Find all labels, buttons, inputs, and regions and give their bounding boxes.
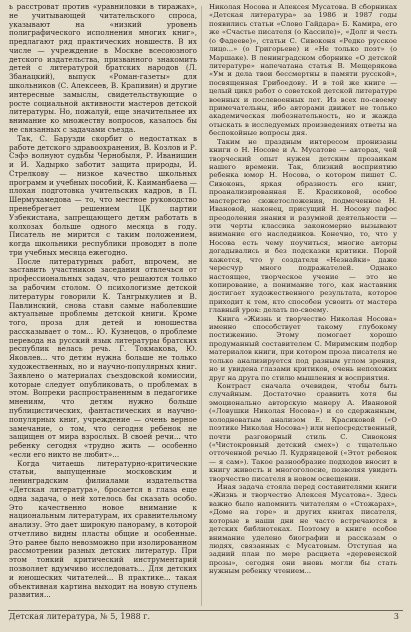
right-text-column — [209, 3, 397, 576]
paragraph: Книга «Жизнь и творчество Николая Носова» именно способствует такому глубокому постижению. Этому помогает хорошо продуманный составителем С. Миримским подбор материалов книги, при котором проза писателя не только анализируется под разным углом зрения, но и увидена глазами критиков, очень непохожих друг на друга по стилю мышления и восприятия. — [209, 314, 397, 382]
column-divider — [201, 6, 202, 606]
paragraph: Когда читаешь литературно-критические статьи, выпущенные московским и ленинградским филиалами издательства «Детская литература», бросается в глаза еще одна задача, о ней хотелось бы сказать особо. Это качественно новое внимание к национальным литературам, их сравнительному анализу. Это дает широкую панораму, в которой отчетливо видны пласты общие и особенные. Это ранее было невозможно при изолированном рассмотрении разных детских литератур. При этом тонкий критический инструментарий позволяет вдумчиво исследовать... Для детских и юношеских читателей... В практике... такая объективная картина выходит на новую ступень развития... — [9, 458, 197, 600]
paragraph: Иная задача стояла перед составителями книги «Жизнь и творчество Алексея Мусатова». Здесь важно было напомнить читателям о «Стожарах», «Доме на горе» и других книгах писателя, которые в наши дни не часто встречаются в детских библиотеках. Поэтому в книге особое внимание уделено биографии и рассказам о людях, связанных с Мусатовым. Отступая на задний план по мере расцвета «деревенской прозы», сегодня они вновь могли бы стать нужным ребенку чтением... — [209, 483, 397, 576]
paragraph: ь расстроват против «уравниловки в тиражах», не учитывающей читательского спроса, указывают на «низкий уровень полиграфического исполнения многих книг», предлагают ряд практических новшеств. В их числе — учреждение в Москве всесоюзного детского издательства, призванного знакомить детей с литературой братских народов (Л. Збанацкий), выпуск «Роман-газеты» для школьников (С. Алексеев, В. Крапивин) и другие интересные замыслы, свидетельствующие о росте социальной активности мастеров детской литературы. Но, пожалуй, еще значительнее их внимание ко множеству вопросов, казалось бы не связанных с задачами съезда. — [9, 3, 197, 134]
paragraph: Так, С. Барузди скорбит о недостатках в работе детского здравоохранения, В. Козлов и Р. Сэфэ волнуют судьбы Чернобыля, Р. Иванишин и И. Хадырко заботит защита природы, И. Стрелкову — низкое качество школьных программ и учебных пособий, К. Каиманбаева — плохая подготовка учительских кадров, в П. Шермухамедова — то, что местное руководство пренебрегает решением ЦК партии Узбекистана, запрещающего детям работать в колхозах больше одного месяца в году. Писатель не мирится с таким положением, когда школьники республики проводят в поле три учебных месяца ежегодно. — [9, 133, 197, 257]
left-text-column — [9, 3, 197, 600]
paragraph: Николая Носова и Алексея Мусатова. В сборниках «Детская литература» за 1986 и 1987 годы появились статьи «Слово Гайдара» Б. Камира, его же «Счастье писателя (о Кассиле)», «Долг и честь (о Фадееве)», статьи С. Сивоконя «Редко русское лицо...» (о Григорьеве) и «Не только поэт» (о Маршаке). В ленинградском сборнике «О детской литературе» напечатана статья В. Мещерякова «Ум и дела твои бессмертны в памяти русской», посвященная Грибоедову. И в той же книге — целый цикл работ о советской детской литературе военных и послевоенных лет. Из всех по-своему примечательны, ибо авторами движет не только академическая любознательность, но и жажда отыскать в исследуемых произведениях ответы на беспокойные вопросы дня. — [209, 3, 397, 138]
page-number: 3 — [393, 612, 399, 621]
footer-journal-title: Детская литература, № 5, 1988 г. — [9, 612, 151, 621]
paragraph: После литературных работ, впрочем, не заставить участников заседания отвлечься от профессиональных задач, что решаются только за рабочим столом. О психологизме детской литературы говорили К. Тангрыкулиев и В. Павлинский, снова ставя самые наболевшие актуальные проблемы детской книги. Кроме того, проза для детей и юношества рассказывает о том... Ю. Кузнецов, о проблеме перевода на русский язык литературы братских республик велась речь. Г. Токмакова, Ю. Яковлев... что детям нужна больше не только художественных, но и научно-популярных книг. Заявлено о материалах съездовской комиссии, которые следует опубликовать, о проблемах в этом. Вопреки распространенным в педагогике мнениям, что детям нужно больше публицистических, фантастических и научно-популярных книг, учреждение — очень верное замечание, о том, что сегодня ребенок не защищен от мира взрослых. В своей речи... что ребенку сегодня «трудно жить — особенно «если его никто не любит»... — [9, 256, 197, 459]
paragraph: Таким не праздным интересом пронизаны книги о Н. Носове и А. Мусатове — авторах, чей творческий опыт нужен детским прозаикам нашего времени. Так, близкий восприятию ребенка юмор Н. Носова, о котором пишет С. Сивоконь, яркая образность его книг, проанализированная Е. Красиковой, особое мастерство сюжетосложения, подмеченное Н. Ивановой, наконец, присущий Н. Носову пафос преодоления знания и разумной деятельности — эти черты классика закономерно вызывают внимание его наследников. Конечно, то, что у Носова есть чему поучиться, многие авторы догадывались и без подсказки критики. Порой кажется, что у создателя «Незнайки» даже чересчур много подражателей. Однако настоящее, творческое учение — это не копирование, а понимание того, как наставник достигает художественного результата, которое приходит к тем, кто способен усвоить от мастера главный урок: делать по-своему. — [209, 137, 397, 315]
footer-rule — [8, 610, 403, 611]
paragraph: Контраст сначала очевиден, чтобы быть случайным. Достаточно сравнить хотя бы эмоционально авторскую манеру А. Ивановой («Ловушки Николая Носова») и со сдержанным, холодноватым анализом Е. Красиковой («О поэтике Николая Носова») или непосредственный, почти разговорный стиль С. Сивоконя («Чистокровный детский смех») с тщательно отточенной речью Л. Кудрявцевой («Этот ребенок — я сам»). Такое разнообразие подходов вносит в книгу живость и многоголосие, позволяя увидеть творчество писателя в новом освещении. — [209, 381, 397, 483]
